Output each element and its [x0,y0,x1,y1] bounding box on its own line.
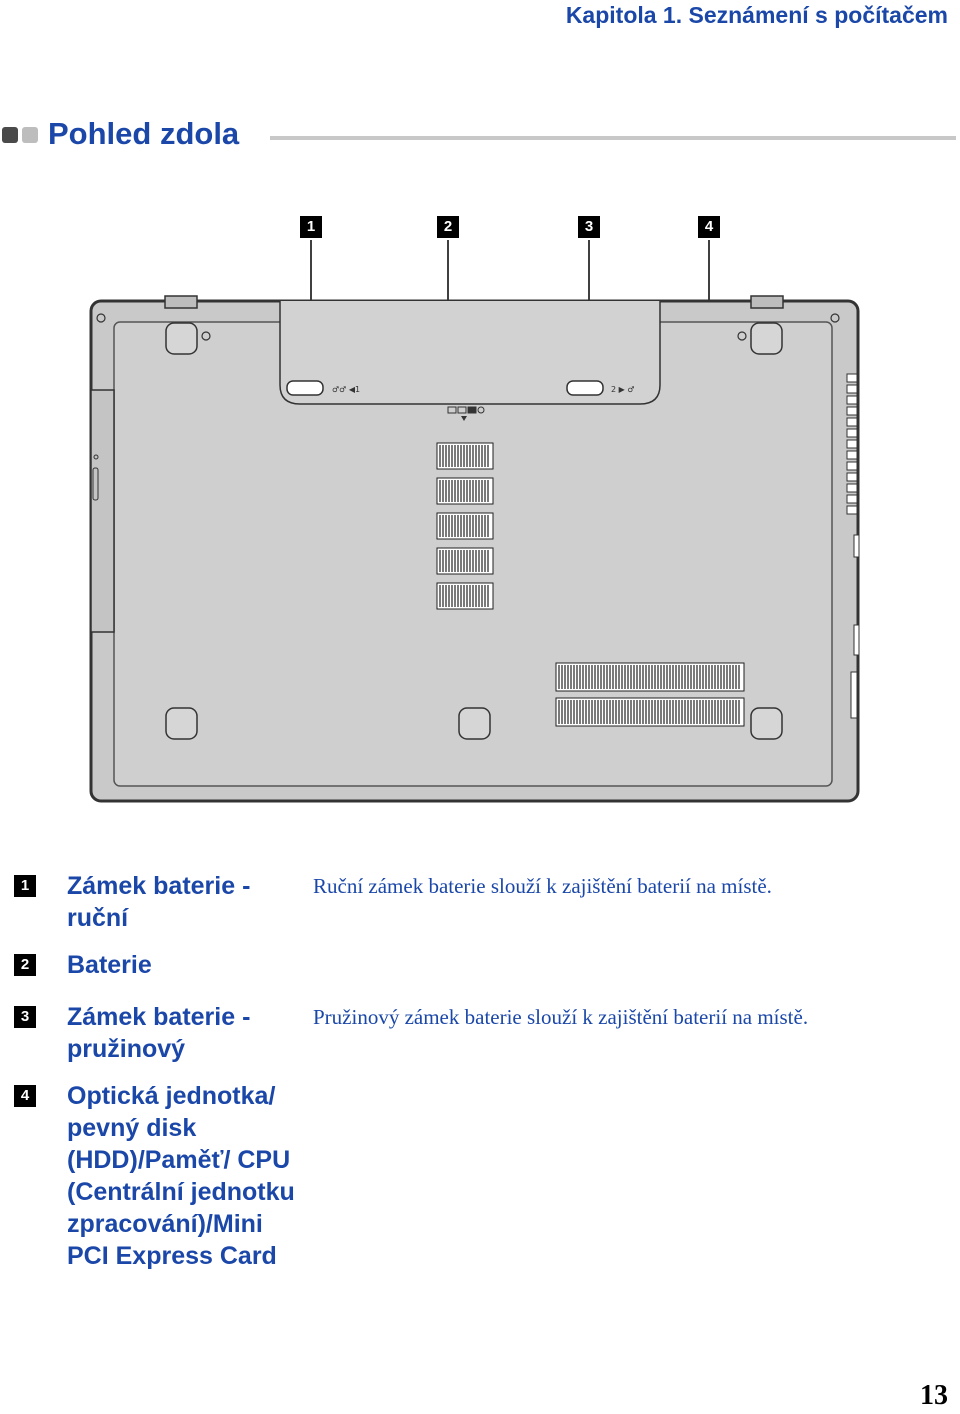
section-bullet-light [22,127,38,143]
item-number: 4 [14,1085,36,1107]
rubber-foot [751,323,782,354]
rubber-foot [751,708,782,739]
optical-drive-bay [91,390,114,632]
battery-lock-manual [287,381,323,395]
section-title: Pohled zdola [48,116,240,151]
callout-3: 3 [578,216,600,238]
item-term: Zámek baterie - ruční [67,872,251,932]
rubber-foot [166,708,197,739]
page-number: 13 [920,1380,948,1411]
callout-2: 2 [437,216,459,238]
hinge-tab-right [751,296,783,308]
callout-1: 1 [300,216,322,238]
item-number: 3 [14,1006,36,1028]
latch-left-label: ♂♂ ◀1 [332,385,361,394]
item-term: Optická jednotka/ pevný disk (HDD)/Paměť/ CPU (Centrální jednotku zpracování)/Mini PCI Express Card [67,1082,295,1270]
laptop-bottom-illustration [0,200,960,810]
section-rule [270,136,956,140]
callout-4: 4 [698,216,720,238]
item-description: Pružinový zámek baterie slouží k zajištění baterií na místě. [313,1005,809,1029]
section-bullet-dark [2,127,18,143]
item-term: Zámek baterie - pružinový [67,1003,251,1063]
item-number: 2 [14,954,36,976]
rubber-foot [166,323,197,354]
latch-right-label: 2 ▶ ♂ [611,385,635,394]
laptop-bottom-diagram [0,200,960,810]
battery-lock-spring [567,381,603,395]
item-term: Baterie [67,951,152,979]
item-description: Ruční zámek baterie slouží k zajištění baterií na místě. [313,874,772,898]
rubber-foot [459,708,490,739]
hinge-tab-left [165,296,197,308]
chapter-header: Kapitola 1. Seznámení s počítačem [565,2,948,28]
item-number: 1 [14,875,36,897]
